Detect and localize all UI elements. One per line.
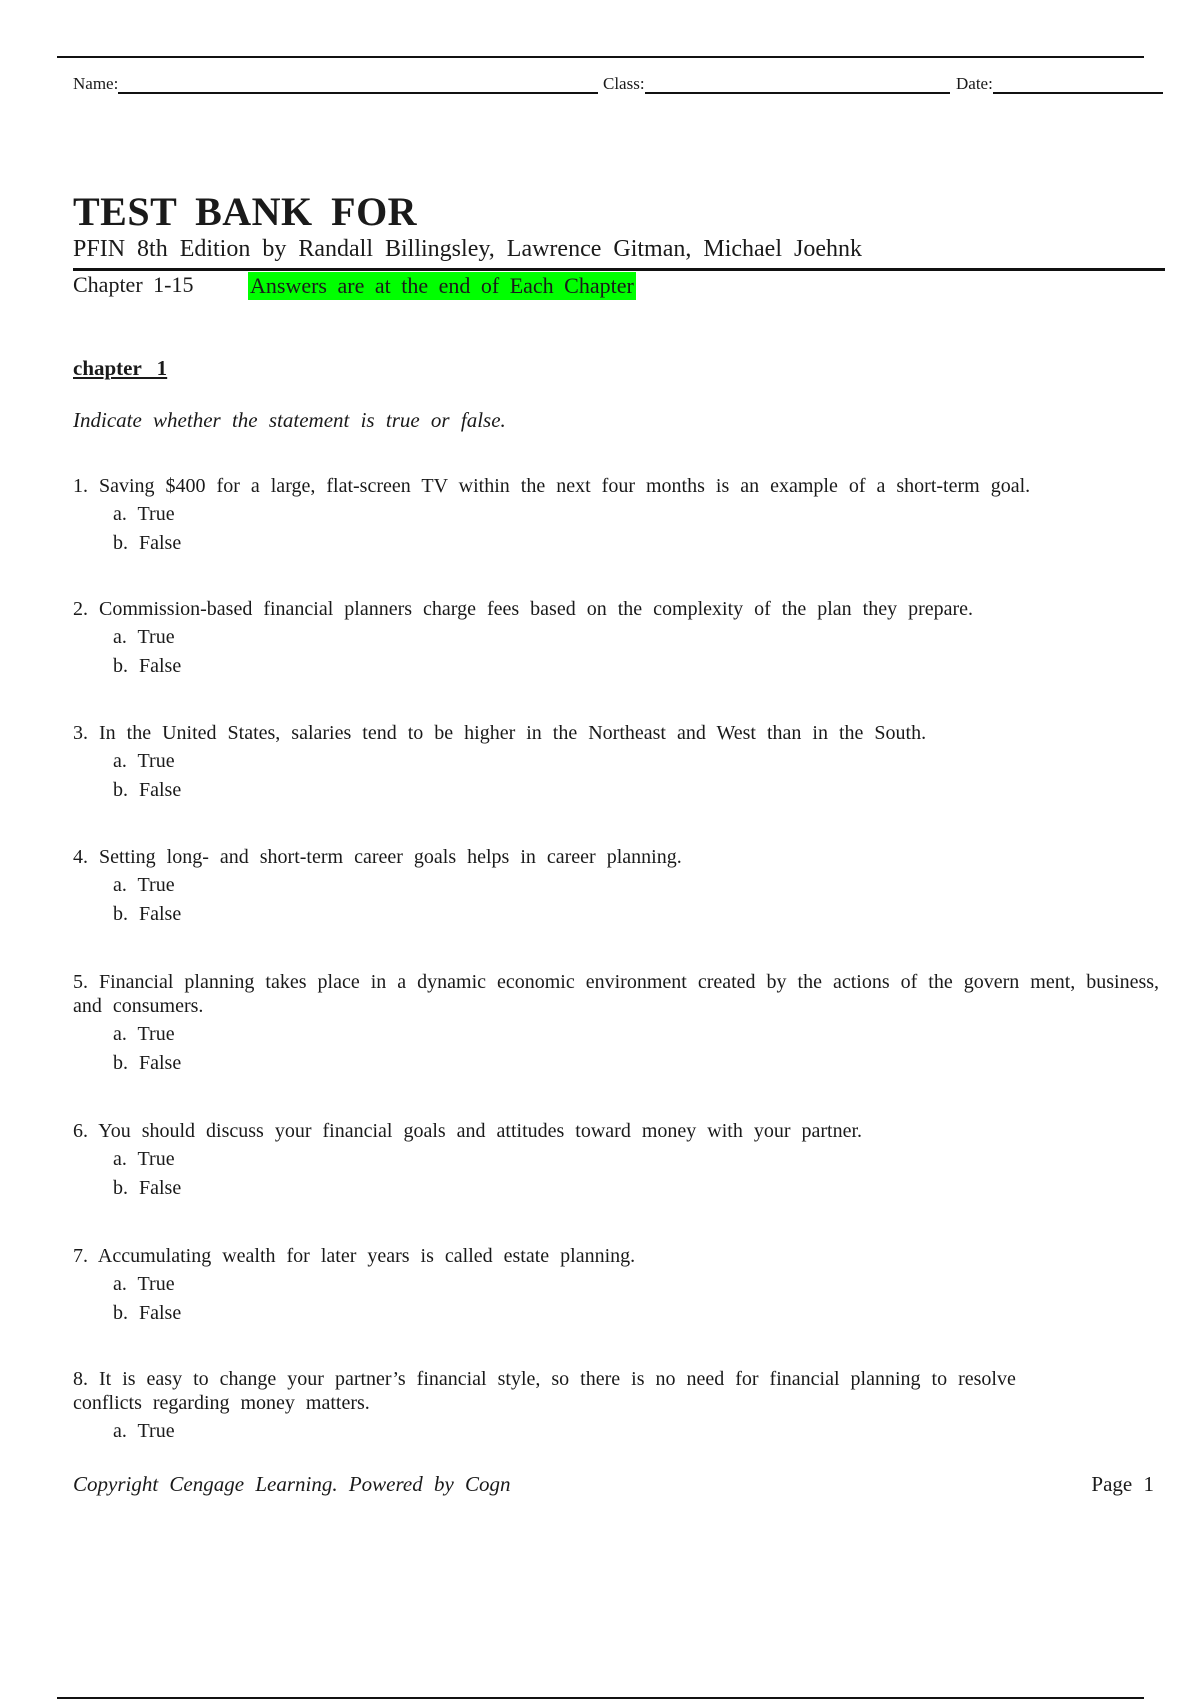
- document-subtitle: PFIN 8th Edition by Randall Billingsley, Lawrence Gitman, Michael Joehnk: [73, 236, 862, 262]
- question-8: [73, 1367, 1073, 1444]
- question-3: [73, 721, 1168, 803]
- option-false: b. False: [113, 903, 182, 925]
- question-stem: 2. Commission-based financial planners charge fees based on the complexity of the plan they prepare.: [73, 598, 974, 620]
- question-stem: 5. Financial planning takes place in a dynamic economic environment created by the actions of the govern ment, business, and consumers.: [73, 971, 1160, 1017]
- question-stem: 8. It is easy to change your partner’s financial style, so there is no need for financial planning to resolve conflicts regarding money matters.: [73, 1368, 1016, 1414]
- chapter-heading: chapter 1: [73, 356, 168, 380]
- option-false: b. False: [113, 1177, 182, 1199]
- chapter-range: Chapter 1-15: [73, 272, 194, 297]
- option-false: b. False: [113, 1302, 182, 1324]
- name-field: [73, 74, 598, 94]
- question-4: [73, 845, 1168, 927]
- question-stem: 7. Accumulating wealth for later years is called estate planning.: [73, 1245, 636, 1267]
- class-field: [603, 74, 950, 94]
- question-5: [73, 970, 1168, 1076]
- question-7: [73, 1244, 1168, 1326]
- date-field: [956, 74, 1163, 94]
- option-true: a. True: [113, 874, 175, 896]
- question-6: [73, 1119, 1168, 1201]
- question-stem: 6. You should discuss your financial goals and attitudes toward money with your partner.: [73, 1120, 863, 1142]
- question-1: [73, 474, 1168, 556]
- option-true: a. True: [113, 1148, 175, 1170]
- option-true: a. True: [113, 1023, 175, 1045]
- option-false: b. False: [113, 532, 182, 554]
- date-blank-line: [993, 74, 1163, 94]
- top-rule: [57, 56, 1144, 58]
- option-true: a. True: [113, 750, 175, 772]
- question-stem: 3. In the United States, salaries tend to be higher in the Northeast and West than in the South.: [73, 722, 927, 744]
- name-label: Name:: [73, 74, 119, 93]
- question-stem: 1. Saving $400 for a large, flat-screen TV within the next four months is an example of a short-term goal.: [73, 475, 1031, 497]
- option-true: a. True: [113, 1273, 175, 1295]
- section-instruction: Indicate whether the statement is true or false.: [73, 408, 506, 432]
- class-label: Class:: [603, 74, 645, 93]
- page-number: Page 1: [1091, 1472, 1154, 1496]
- copyright-footer: Copyright Cengage Learning. Powered by Cogn: [73, 1472, 511, 1496]
- option-false: b. False: [113, 655, 182, 677]
- class-blank-line: [645, 74, 950, 94]
- option-true: a. True: [113, 503, 175, 525]
- bottom-rule: [57, 1697, 1144, 1699]
- student-info-fields: [73, 74, 1168, 98]
- option-true: a. True: [113, 1420, 175, 1442]
- option-false: b. False: [113, 1052, 182, 1074]
- option-false: b. False: [113, 779, 182, 801]
- date-label: Date:: [956, 74, 993, 93]
- document-title: TEST BANK FOR: [73, 189, 418, 234]
- question-stem: 4. Setting long- and short-term career goals helps in career planning.: [73, 846, 682, 868]
- header-rule: [73, 268, 1165, 271]
- question-2: [73, 597, 1168, 679]
- answers-note-highlight: Answers are at the end of Each Chapter: [250, 273, 634, 298]
- option-true: a. True: [113, 626, 175, 648]
- name-blank-line: [118, 74, 598, 94]
